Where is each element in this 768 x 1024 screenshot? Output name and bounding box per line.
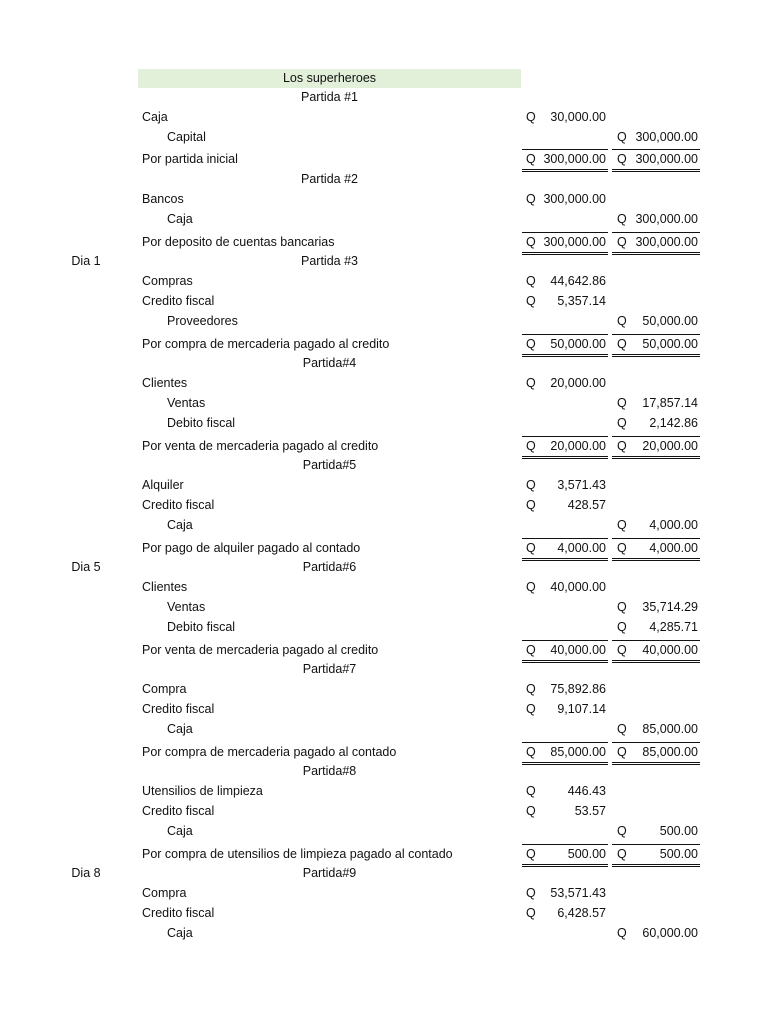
- debit-currency: Q: [526, 192, 536, 206]
- partida-label: Partida#6: [302, 560, 357, 575]
- debit-amount: 53,571.43: [550, 886, 606, 901]
- entry-line: [0, 210, 768, 229]
- total-debit-amount: 4,000.00: [557, 540, 606, 555]
- account-name: Compra: [142, 886, 187, 901]
- account-name: Compras: [142, 274, 193, 289]
- debit-currency: Q: [526, 804, 536, 818]
- entry-line: [0, 578, 768, 597]
- entry-line: [0, 904, 768, 923]
- total-credit-currency: Q: [617, 234, 627, 249]
- entry-line: [0, 924, 768, 943]
- total-debit-currency: Q: [526, 438, 536, 453]
- total-credit-currency: Q: [617, 540, 627, 555]
- credit-currency: Q: [617, 396, 627, 410]
- account-name: Ventas: [167, 600, 206, 614]
- partida-label: Partida#5: [302, 458, 357, 473]
- debit-amount: 428.57: [567, 498, 606, 512]
- total-credit-currency: Q: [617, 438, 627, 453]
- total-debit-currency: Q: [526, 152, 536, 167]
- debit-currency: Q: [526, 478, 536, 493]
- total-row: [0, 743, 768, 762]
- entry-line: [0, 108, 768, 127]
- debit-currency: Q: [526, 274, 536, 289]
- total-debit-amount: 300,000.00: [543, 152, 606, 167]
- partida-label: Partida #1: [301, 90, 358, 104]
- debit-amount: 6,428.57: [557, 906, 606, 920]
- debit-currency: Q: [526, 784, 536, 799]
- debit-amount: 44,642.86: [550, 274, 606, 289]
- entry-line: [0, 496, 768, 515]
- entry-description: Por venta de mercaderia pagado al credito: [142, 642, 379, 657]
- total-credit-amount: 4,000.00: [649, 540, 698, 555]
- account-name: Credito fiscal: [142, 906, 215, 920]
- entry-line: [0, 292, 768, 311]
- partida-header-row: [0, 864, 768, 883]
- credit-amount: 85,000.00: [642, 721, 698, 736]
- account-name: Ventas: [167, 396, 206, 410]
- credit-currency: Q: [617, 619, 627, 634]
- credit-currency: Q: [617, 600, 627, 614]
- entry-description: Por deposito de cuentas bancarias: [142, 234, 335, 249]
- credit-currency: Q: [617, 211, 627, 226]
- total-debit-currency: Q: [526, 642, 536, 657]
- total-credit-currency: Q: [617, 336, 627, 351]
- total-credit-currency: Q: [617, 744, 627, 759]
- account-name: Utensilios de limpieza: [142, 784, 263, 799]
- partida-header-row: [0, 354, 768, 373]
- entry-line: [0, 782, 768, 801]
- debit-amount: 446.43: [567, 784, 606, 799]
- credit-amount: 2,142.86: [649, 415, 698, 430]
- entry-line: [0, 476, 768, 495]
- credit-amount: 500.00: [659, 823, 698, 838]
- debit-currency: Q: [526, 376, 536, 391]
- credit-amount: 50,000.00: [642, 313, 698, 328]
- entry-line: [0, 598, 768, 617]
- debit-currency: Q: [526, 109, 536, 124]
- entry-line: [0, 884, 768, 903]
- entry-line: [0, 802, 768, 821]
- credit-currency: Q: [617, 517, 627, 532]
- debit-currency: Q: [526, 498, 536, 512]
- entry-line: [0, 190, 768, 209]
- entry-description: Por compra de mercaderia pagado al credito: [142, 336, 390, 351]
- partida-header-row: [0, 252, 768, 271]
- total-row: [0, 539, 768, 558]
- entry-line: [0, 822, 768, 841]
- debit-currency: Q: [526, 294, 536, 308]
- account-name: Alquiler: [142, 478, 184, 493]
- debit-amount: 30,000.00: [550, 109, 606, 124]
- account-name: Capital: [167, 129, 206, 144]
- account-name: Caja: [167, 517, 193, 532]
- credit-amount: 4,285.71: [649, 619, 698, 634]
- total-row: [0, 641, 768, 660]
- credit-amount: 35,714.29: [642, 600, 698, 614]
- total-debit-currency: Q: [526, 846, 536, 861]
- entry-line: [0, 128, 768, 147]
- partida-label: Partida#7: [302, 662, 357, 677]
- total-row: [0, 335, 768, 354]
- debit-currency: Q: [526, 682, 536, 697]
- partida-label: Partida #2: [301, 172, 358, 187]
- entry-line: [0, 414, 768, 433]
- partida-label: Partida #3: [301, 254, 358, 269]
- partida-header-row: [0, 762, 768, 781]
- day-label: Dia 5: [71, 560, 101, 575]
- partida-header-row: [0, 88, 768, 107]
- entry-line: [0, 374, 768, 393]
- account-name: Credito fiscal: [142, 294, 215, 308]
- entry-description: Por partida inicial: [142, 152, 238, 167]
- total-debit-amount: 40,000.00: [550, 642, 606, 657]
- total-row: [0, 150, 768, 169]
- total-debit-amount: 85,000.00: [550, 744, 606, 759]
- account-name: Caja: [167, 211, 193, 226]
- total-debit-amount: 500.00: [567, 846, 606, 861]
- entry-description: Por compra de utensilios de limpieza pagado al contado: [142, 846, 453, 861]
- day-label: Dia 1: [71, 254, 101, 269]
- account-name: Caja: [142, 109, 168, 124]
- account-name: Clientes: [142, 580, 188, 595]
- total-row: [0, 437, 768, 456]
- total-credit-amount: 20,000.00: [642, 438, 698, 453]
- total-credit-currency: Q: [617, 152, 627, 167]
- total-row: [0, 233, 768, 252]
- partida-header-row: [0, 558, 768, 577]
- account-name: Caja: [167, 721, 193, 736]
- total-credit-amount: 500.00: [659, 846, 698, 861]
- entry-line: [0, 312, 768, 331]
- entry-description: Por pago de alquiler pagado al contado: [142, 540, 361, 555]
- entry-description: Por venta de mercaderia pagado al credito: [142, 438, 379, 453]
- debit-currency: Q: [526, 886, 536, 901]
- debit-amount: 9,107.14: [557, 702, 606, 716]
- total-credit-amount: 300,000.00: [635, 234, 698, 249]
- partida-header-row: [0, 456, 768, 475]
- entry-line: [0, 394, 768, 413]
- account-name: Credito fiscal: [142, 498, 215, 512]
- account-name: Compra: [142, 682, 187, 697]
- account-name: Debito fiscal: [167, 415, 236, 430]
- entry-description: Por compra de mercaderia pagado al contado: [142, 744, 397, 759]
- credit-amount: 300,000.00: [635, 129, 698, 144]
- account-name: Caja: [167, 823, 193, 838]
- credit-amount: 60,000.00: [642, 925, 698, 940]
- debit-amount: 75,892.86: [550, 682, 606, 697]
- company-title: Los superheroes: [138, 69, 521, 88]
- total-row: [0, 845, 768, 864]
- account-name: Proveedores: [167, 313, 238, 328]
- total-debit-currency: Q: [526, 234, 536, 249]
- account-name: Credito fiscal: [142, 702, 215, 716]
- day-label: Dia 8: [71, 866, 101, 881]
- total-debit-currency: Q: [526, 744, 536, 759]
- entry-line: [0, 720, 768, 739]
- debit-amount: 53.57: [574, 804, 606, 818]
- credit-currency: Q: [617, 823, 627, 838]
- total-debit-amount: 300,000.00: [543, 234, 606, 249]
- credit-currency: Q: [617, 129, 627, 144]
- account-name: Bancos: [142, 192, 184, 206]
- debit-amount: 300,000.00: [543, 192, 606, 206]
- account-name: Caja: [167, 925, 193, 940]
- debit-currency: Q: [526, 906, 536, 920]
- total-debit-amount: 50,000.00: [550, 336, 606, 351]
- total-credit-amount: 40,000.00: [642, 642, 698, 657]
- partida-label: Partida#9: [302, 866, 357, 881]
- partida-header-row: [0, 660, 768, 679]
- total-credit-amount: 85,000.00: [642, 744, 698, 759]
- partida-header-row: [0, 170, 768, 189]
- credit-currency: Q: [617, 313, 627, 328]
- credit-amount: 300,000.00: [635, 211, 698, 226]
- entry-line: [0, 272, 768, 291]
- account-name: Clientes: [142, 376, 188, 391]
- total-credit-amount: 300,000.00: [635, 152, 698, 167]
- credit-currency: Q: [617, 925, 627, 940]
- debit-currency: Q: [526, 702, 536, 716]
- account-name: Debito fiscal: [167, 619, 236, 634]
- entry-line: [0, 618, 768, 637]
- total-debit-amount: 20,000.00: [550, 438, 606, 453]
- debit-amount: 3,571.43: [557, 478, 606, 493]
- entry-line: [0, 700, 768, 719]
- debit-currency: Q: [526, 580, 536, 595]
- debit-amount: 40,000.00: [550, 580, 606, 595]
- debit-amount: 5,357.14: [557, 294, 606, 308]
- total-credit-currency: Q: [617, 846, 627, 861]
- account-name: Credito fiscal: [142, 804, 215, 818]
- credit-amount: 4,000.00: [649, 517, 698, 532]
- total-credit-currency: Q: [617, 642, 627, 657]
- credit-currency: Q: [617, 415, 627, 430]
- entry-line: [0, 516, 768, 535]
- entry-line: [0, 680, 768, 699]
- credit-currency: Q: [617, 721, 627, 736]
- total-debit-currency: Q: [526, 336, 536, 351]
- total-credit-amount: 50,000.00: [642, 336, 698, 351]
- debit-amount: 20,000.00: [550, 376, 606, 391]
- total-debit-currency: Q: [526, 540, 536, 555]
- credit-amount: 17,857.14: [642, 396, 698, 410]
- partida-label: Partida#8: [302, 764, 357, 779]
- partida-label: Partida#4: [302, 356, 357, 371]
